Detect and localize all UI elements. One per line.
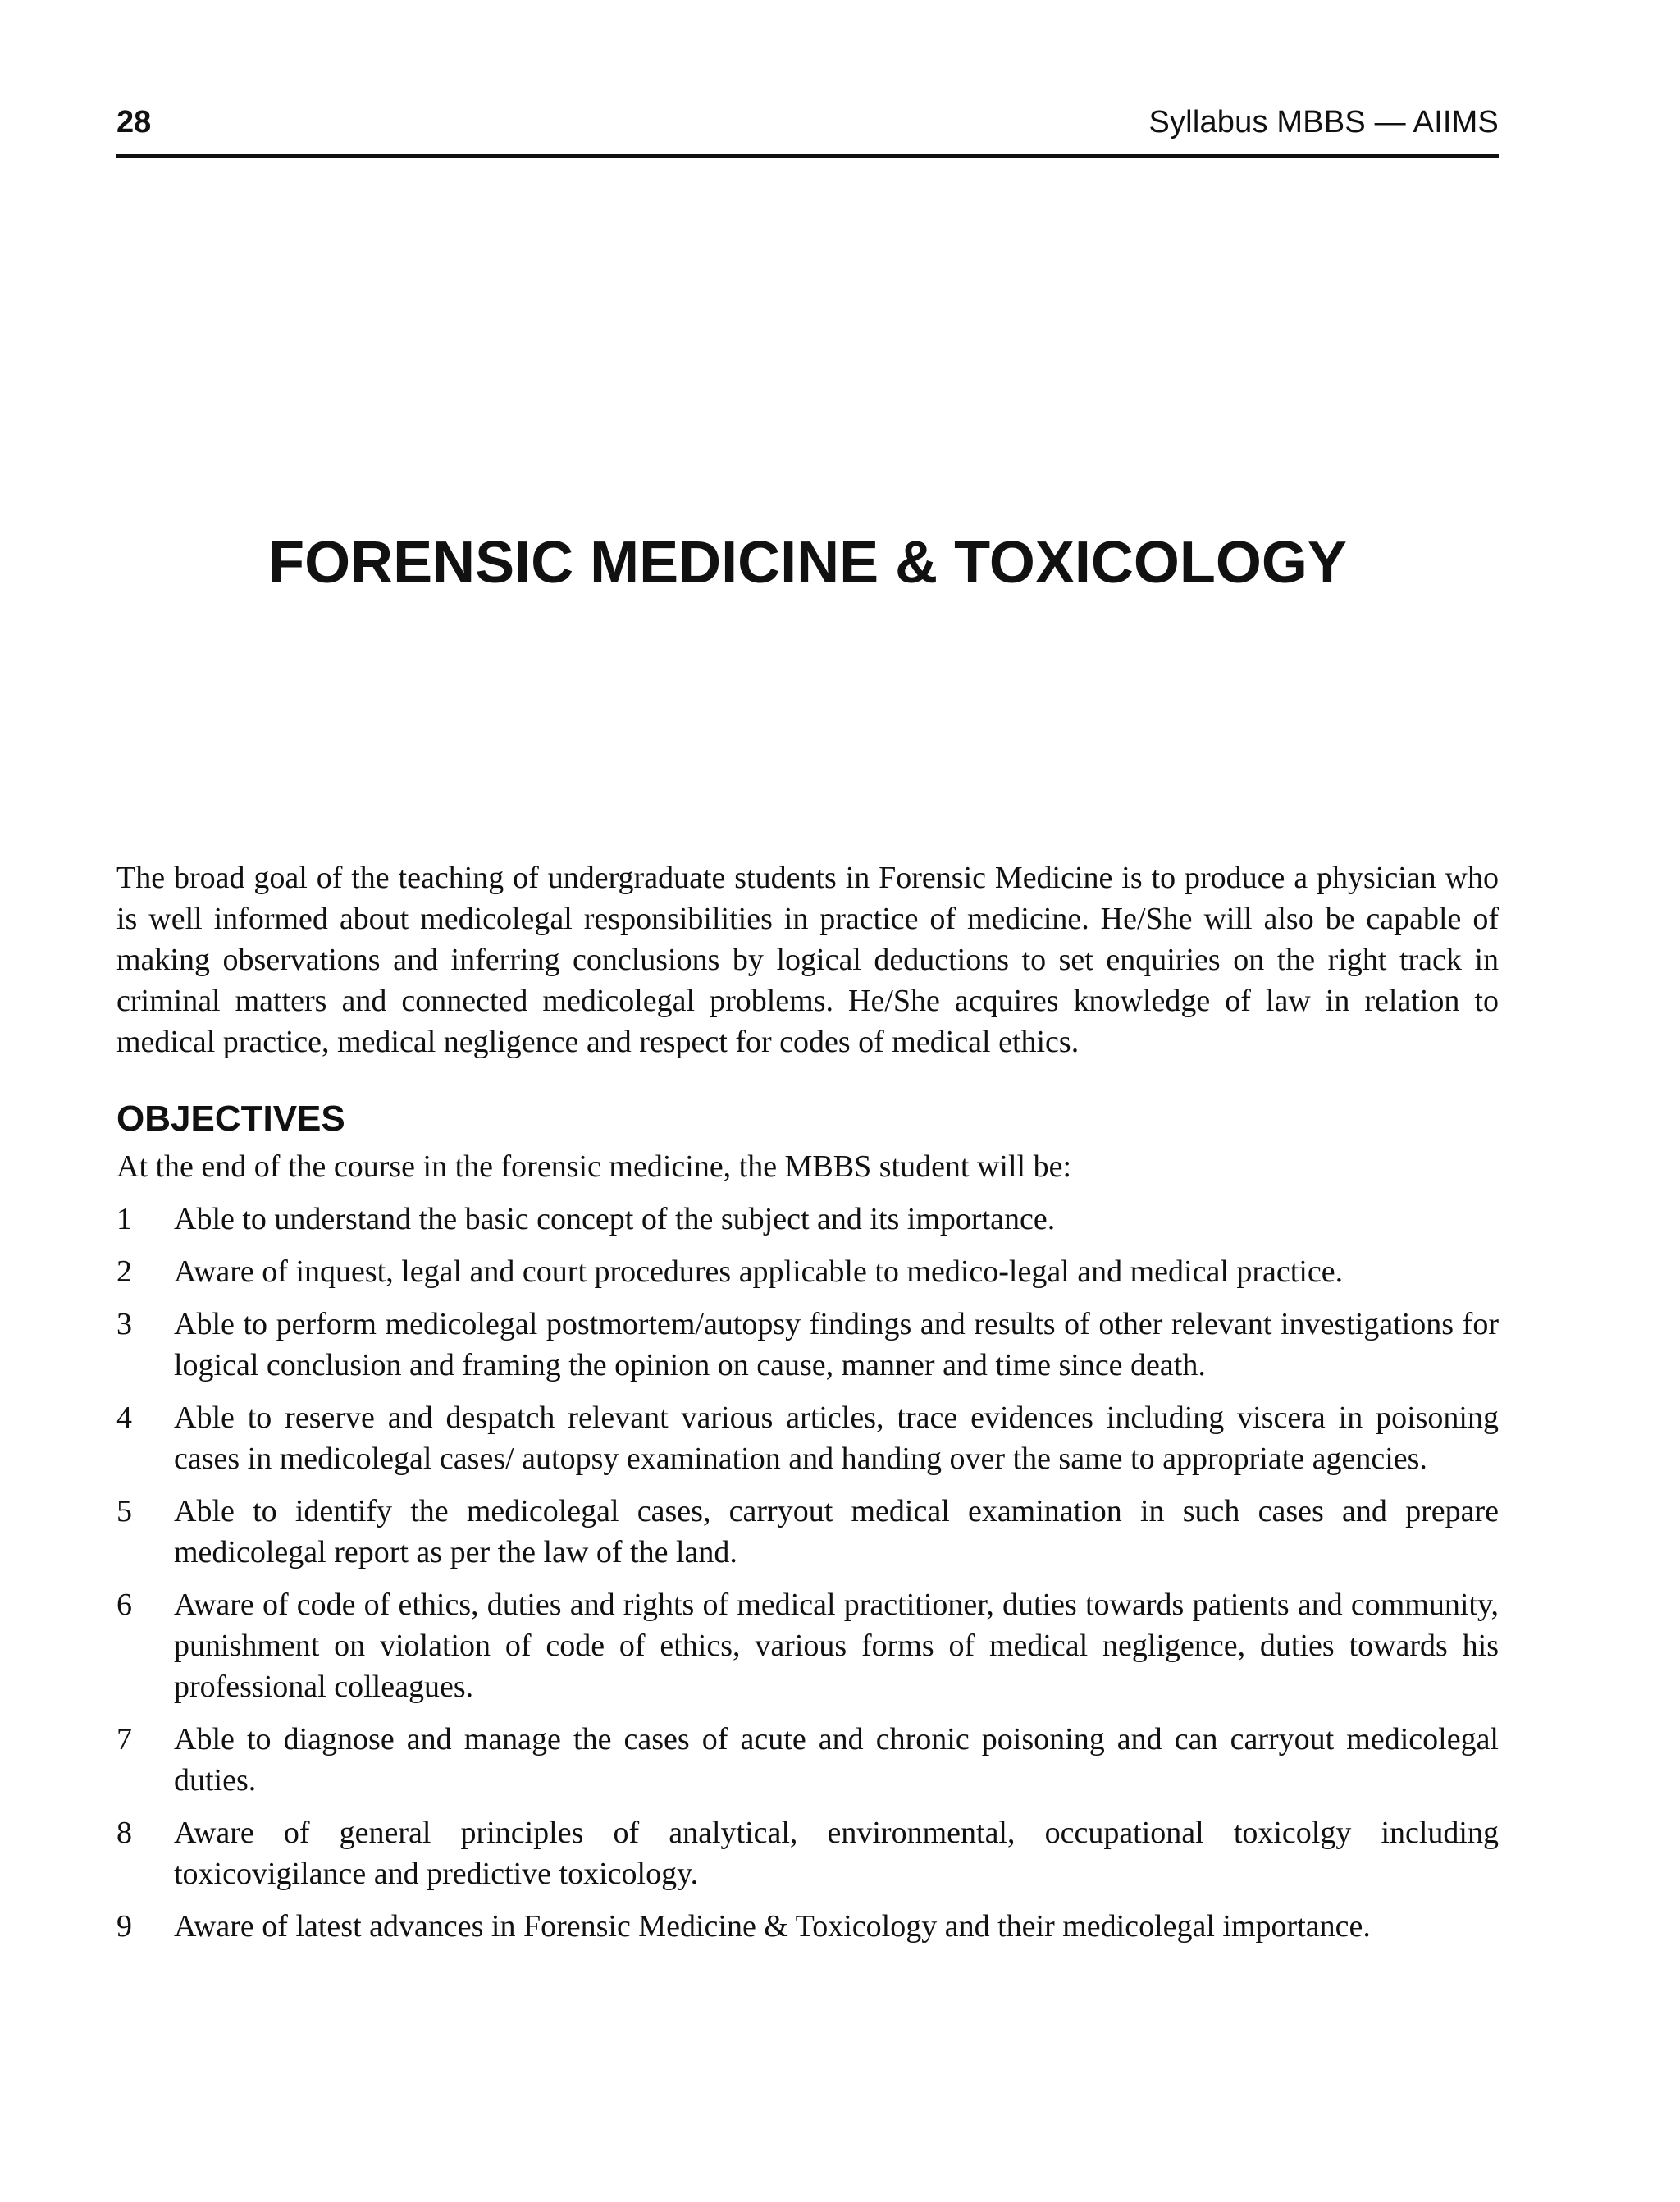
page-header-area — [116, 107, 1499, 158]
objectives-list — [116, 1199, 1499, 1947]
objective-item — [116, 1719, 1499, 1801]
objective-text: Aware of general principles of analytical, environmental, occupational toxicolgy including toxicovigilance and predictive toxicology. — [174, 1816, 1499, 1891]
intro-paragraph: The broad goal of the teaching of undergraduate students in Forensic Medicine is to produce a physician who is well informed about medicolegal responsibilities in practice of medicine. He/She will also be capable of making observations and inferring conclusions by logical deductions to set enquiries on the right track in criminal matters and connected medicolegal problems. He/She acquires knowledge of law in relation to medical practice, medical negligence and respect for codes of medical ethics. — [116, 861, 1499, 1059]
objective-number: 5 — [116, 1494, 132, 1528]
objective-number: 8 — [116, 1816, 132, 1850]
document-body — [116, 857, 1499, 1958]
objective-text: Able to understand the basic concept of the subject and its importance. — [174, 1202, 1056, 1236]
objective-text: Aware of inquest, legal and court procedures applicable to medico-legal and medical practice. — [174, 1254, 1344, 1289]
objective-text: Aware of code of ethics, duties and rights of medical practitioner, duties towards patients and community, punishment on violation of code of ethics, various forms of medical negligence, duties towards his professional colleagues. — [174, 1588, 1499, 1704]
objective-item — [116, 1199, 1499, 1240]
running-title: Syllabus MBBS — AIIMS — [1148, 105, 1499, 139]
page-title: FORENSIC MEDICINE & TOXICOLOGY — [268, 530, 1347, 596]
running-header — [116, 107, 1499, 158]
objective-number: 7 — [116, 1722, 132, 1757]
objective-item — [116, 1251, 1499, 1292]
objective-number: 4 — [116, 1400, 132, 1435]
objective-item — [116, 1812, 1499, 1894]
objective-text: Able to diagnose and manage the cases of acute and chronic poisoning and can carryout medicolegal duties. — [174, 1722, 1499, 1798]
objective-item — [116, 1397, 1499, 1479]
page-number: 28 — [116, 105, 152, 139]
objective-text: Able to perform medicolegal postmortem/autopsy findings and results of other relevant investigations for logical conclusion and framing the opinion on cause, manner and time since death. — [174, 1307, 1499, 1382]
objective-item — [116, 1584, 1499, 1707]
objectives-lead: At the end of the course in the forensic medicine, the MBBS student will be: — [116, 1149, 1072, 1184]
objective-number: 2 — [116, 1254, 132, 1289]
objectives-heading: OBJECTIVES — [116, 1099, 345, 1139]
objective-number: 9 — [116, 1909, 132, 1944]
objective-text: Able to reserve and despatch relevant various articles, trace evidences including viscera in poisoning cases in medicolegal cases/ autopsy examination and handing over the same to appropriate agencies. — [174, 1400, 1499, 1476]
objective-item — [116, 1304, 1499, 1386]
objective-number: 1 — [116, 1202, 132, 1236]
objective-item — [116, 1491, 1499, 1573]
objective-text: Aware of latest advances in Forensic Medicine & Toxicology and their medicolegal importance. — [174, 1909, 1371, 1944]
objective-item — [116, 1906, 1499, 1947]
objective-number: 3 — [116, 1307, 132, 1341]
objective-text: Able to identify the medicolegal cases, carryout medical examination in such cases and prepare medicolegal report as per the law of the land. — [174, 1494, 1499, 1569]
objective-number: 6 — [116, 1588, 132, 1622]
